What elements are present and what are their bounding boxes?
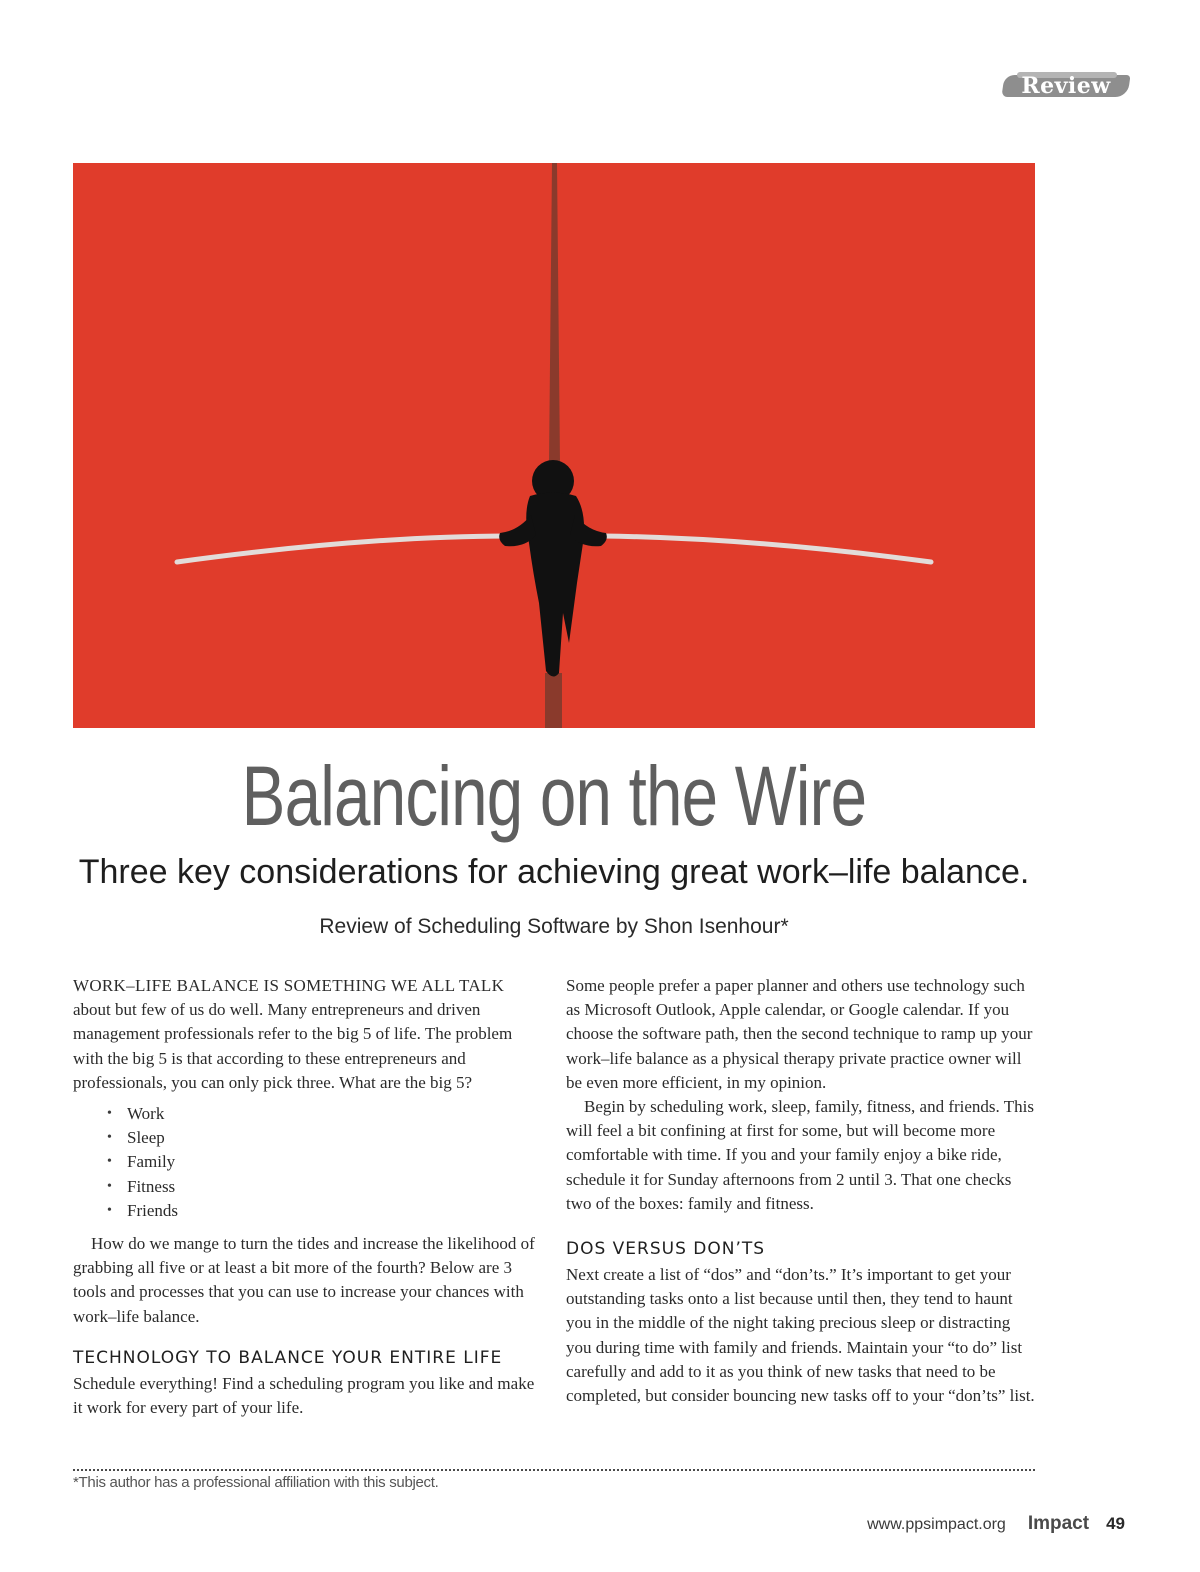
list-item: • Family [107,1150,535,1174]
article-subtitle: Three key considerations for achieving great work–life balance. [78,853,1030,891]
hero-illustration [73,163,1035,728]
intro-rest: about but few of us do well. Many entrepreneurs and driven management professionals refer to the big 5 of life. The problem with the big 5 is that according to these entrepreneurs and professionals, you can only pick three. What are the big 5? [73,1000,513,1092]
body-paragraph: Begin by scheduling work, sleep, family, fitness, and friends. This will feel a bit confining at first for some, but will become more comfortable with time. If you and your family enjoy a bike ride, schedule it for Sunday afternoons from 2 until 3. That one checks two of the boxes: family and fitness. [566,1097,1034,1213]
body-paragraph: Some people prefer a paper planner and others use technology such as Microsoft Outlook, Apple calendar, or Google calendar. If you choose the software path, then the second technique to ramp up your work–life balance as a physical therapy private practice owner will be even more efficient, in my opinion. [566,976,1033,1092]
section-tag-label: Review [1021,73,1111,99]
list-item: • Fitness [107,1175,535,1199]
right-column [566,974,1036,1408]
body-paragraph: Next create a list of “dos” and “don’ts.” It’s important to get your outstanding tasks onto a list because until then, they tend to haunt you in the middle of the night taking precious sleep or distracting you during time with family and friends. Maintain your “to do” list carefully and add to it as you think of new tasks that need to be completed, but consider bouncing new tasks off to your “don’ts” list. [566,1265,1035,1406]
left-column [73,974,535,1420]
wire-right-shape [603,536,931,562]
pole-lower-shape [545,673,562,728]
list-item: • Sleep [107,1126,535,1150]
page-footer [867,1513,1125,1535]
intro-caps: WORK–LIFE BALANCE IS SOMETHING WE ALL TALK [73,976,505,995]
footnote-divider [73,1469,1035,1471]
tightrope-walker-illustration [73,163,1035,728]
page-number: 49 [1106,1514,1125,1533]
body-paragraph: How do we mange to turn the tides and increase the likelihood of grabbing all five or at least a bit more of the fourth? Below are 3 tools and processes that you can use to increase your chances with work–life balance. [73,1234,535,1326]
body-paragraph: Schedule everything! Find a scheduling program you like and make it work for every part of your life. [73,1373,535,1418]
intro-paragraph [73,974,535,1095]
pole-upper-shape [549,163,560,463]
list-item: • Work [107,1102,535,1126]
article-byline: Review of Scheduling Software by Shon Isenhour* [319,915,789,938]
walker-figure [499,460,607,677]
footer-url[interactable]: www.ppsimpact.org [867,1516,1006,1533]
section-heading-technology: TECHNOLOGY TO BALANCE YOUR ENTIRE LIFE [73,1347,503,1368]
wire-left-shape [177,536,523,562]
section-heading-dos: DOS VERSUS DON’TS [566,1239,766,1260]
footnote: *This author has a professional affiliation with this subject. [73,1474,439,1491]
big5-list [73,1102,535,1223]
article-title: Balancing on the Wire [241,749,867,843]
footer-magazine-name: Impact [1027,1513,1090,1534]
section-tag [1003,72,1129,100]
list-item: • Friends [107,1199,535,1223]
